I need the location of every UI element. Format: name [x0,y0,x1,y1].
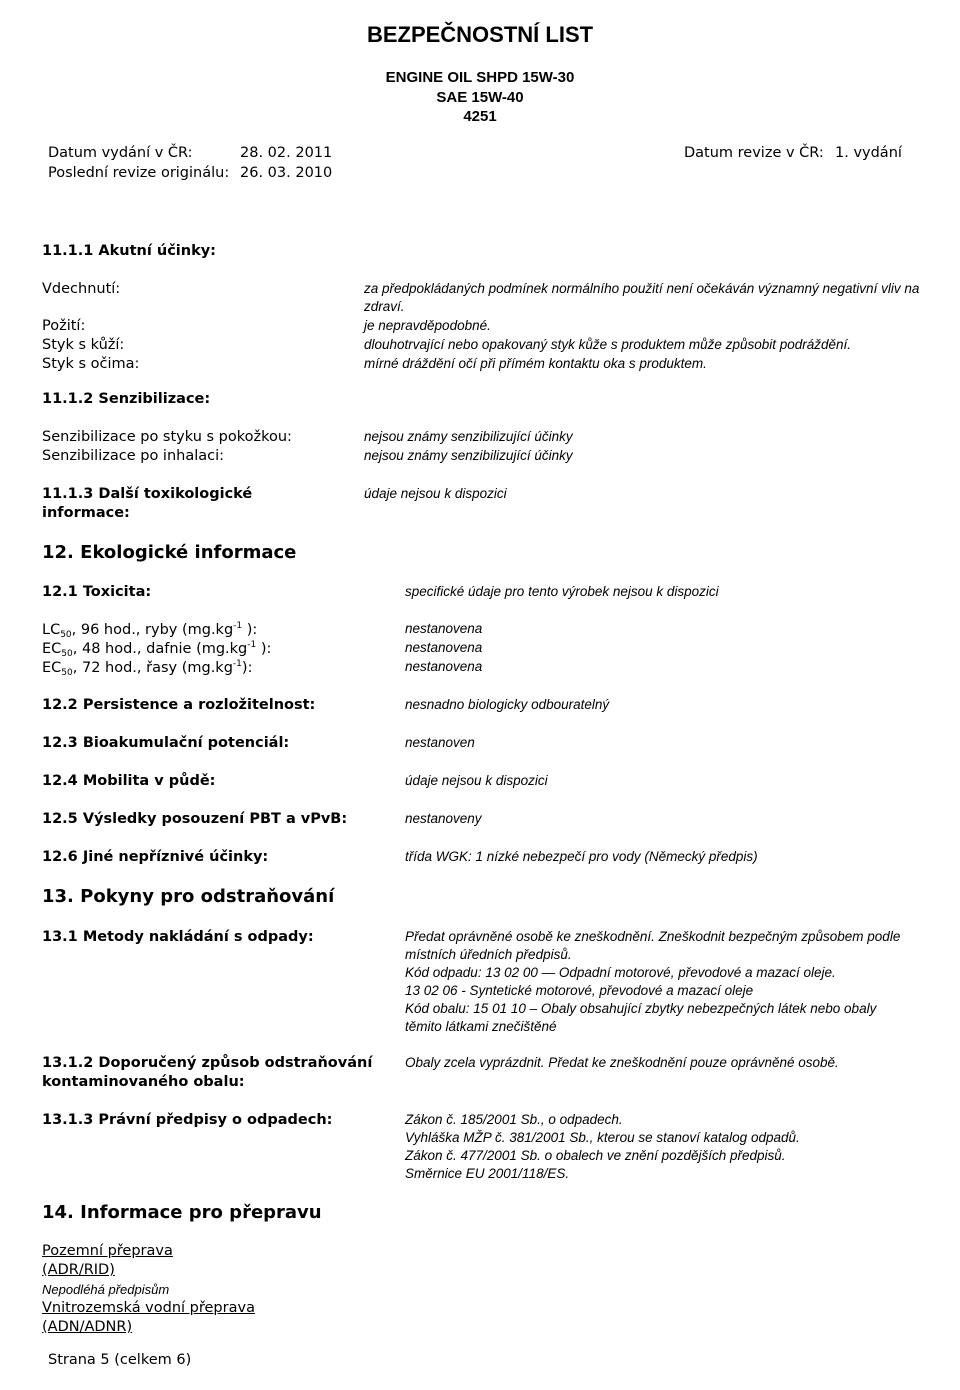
eye-contact-label: Styk s očima: [42,356,140,372]
page-number: Strana 5 (celkem 6) [48,1352,192,1368]
waste-law-line: Vyhláška MŽP č. 381/2001 Sb., kterou se stanoví katalog odpadů. [405,1130,800,1145]
ec50-algae-value: nestanovena [405,659,483,674]
waste-law-line: Zákon č. 185/2001 Sb., o odpadech. [405,1112,623,1127]
inhalation-value: za předpokládaných podmínek normálního použití není očekáván významný negativní vliv na [364,281,920,296]
revision-label: Datum revize v ČR: [684,145,824,161]
product-name: ENGINE OIL SHPD 15W-30 [385,69,575,86]
original-revision-value: 26. 03. 2010 [240,165,333,181]
waste-methods-line: těmito látkami znečištěné [405,1019,557,1034]
product-code: 4251 [463,108,497,125]
waste-methods-line: 13 02 06 - Syntetické motorové, převodové a mazací oleje [405,983,754,998]
revision-value: 1. vydání [835,145,902,161]
bioaccumulation-value: nestanoven [405,735,475,750]
inland-waterway-code: (ADN/ADNR) [42,1319,133,1335]
section-14-heading: 14. Informace pro přepravu [42,1202,322,1223]
ingestion-value: je nepravděpodobné. [364,318,491,333]
inhalation-sensitization-label: Senzibilizace po inhalaci: [42,448,225,464]
acute-effects-heading: 11.1.1 Akutní účinky: [42,243,216,259]
ec50-algae-label: $EC_{50}$, 72 hod., řasy $(mg.kg^{-1})$: [42,659,253,678]
waste-methods-label: 13.1 Metody nakládání s odpady: [42,929,314,945]
waste-law-label: 13.1.3 Právní předpisy o odpadech: [42,1112,333,1128]
inhalation-sensitization-value: nejsou známy senzibilizující účinky [364,448,573,463]
document-title: BEZPEČNOSTNÍ LIST [366,22,594,47]
skin-contact-value: dlouhotrvající nebo opakovaný styk kůže s produktem může způsobit podráždění. [364,337,852,352]
inhalation-label: Vdechnutí: [42,281,121,297]
waste-law-line: Zákon č. 477/2001 Sb. o obalech ve znění pozdějších předpisů. [405,1148,786,1163]
eye-contact-value: mírné dráždění očí při přímém kontaktu oka s produktem. [364,356,707,371]
other-tox-value: údaje nejsou k dispozici [364,486,507,501]
packaging-disposal-value: Obaly zcela vyprázdnit. Předat ke zneškodnění pouze oprávněné osobě. [405,1055,839,1070]
inland-waterway-label: Vnitrozemská vodní přeprava [42,1300,255,1316]
section-12-heading: 12. Ekologické informace [42,542,297,563]
road-transport-label: Pozemní přeprava [42,1243,173,1259]
section-13-heading: 13. Pokyny pro odstraňování [42,886,335,907]
waste-law-line: Směrnice EU 2001/118/ES. [405,1166,570,1181]
ec50-daphnia-value: nestanovena [405,640,483,655]
waste-methods-line: místních úředních předpisů. [405,947,572,962]
mobility-value: údaje nejsou k dispozici [405,773,548,788]
pbt-label: 12.5 Výsledky posouzení PBT a vPvB: [42,811,348,827]
packaging-disposal-label: 13.1.2 Doporučený způsob odstraňování [42,1055,373,1071]
packaging-disposal-label-cont: kontaminovaného obalu: [42,1074,245,1090]
skin-sensitization-value: nejsou známy senzibilizující účinky [364,429,573,444]
skin-contact-label: Styk s kůží: [42,337,125,353]
other-tox-heading-cont: informace: [42,505,130,521]
lc50-label: $LC_{50}$, 96 hod., ryby ($mg.kg^{-1}$ ): [42,621,258,640]
lc50-value: nestanovena [405,621,483,636]
original-revision-label: Poslední revize originálu: [48,165,230,181]
bioaccumulation-label: 12.3 Bioakumulační potenciál: [42,735,290,751]
other-tox-heading: 11.1.3 Další toxikologické [42,486,253,502]
mobility-label: 12.4 Mobilita v půdě: [42,773,216,789]
other-effects-value: třída WGK: 1 nízké nebezpečí pro vody (Německý předpis) [405,849,758,864]
toxicity-label: 12.1 Toxicita: [42,584,152,600]
not-regulated-note: Nepodléhá předpisům [42,1282,170,1297]
waste-methods-line: Předat oprávněné osobě ke zneškodnění. Zneškodnit bezpečným způsobem podle [405,929,901,944]
issue-date-value: 28. 02. 2011 [240,145,333,161]
persistence-value: nesnadno biologicky odbouratelný [405,697,610,712]
skin-sensitization-label: Senzibilizace po styku s pokožkou: [42,429,292,445]
pbt-value: nestanoveny [405,811,482,826]
toxicity-value: specifické údaje pro tento výrobek nejsou k dispozici [405,584,719,599]
road-transport-code: (ADR/RID) [42,1262,115,1278]
issue-date-label: Datum vydání v ČR: [48,145,193,161]
waste-methods-line: Kód odpadu: 13 02 00 — Odpadní motorové, převodové a mazací oleje. [405,965,836,980]
ingestion-label: Požití: [42,318,86,334]
ec50-daphnia-label: $EC_{50}$, 48 hod., dafnie ($mg.kg^{-1}$ ): [42,640,272,659]
other-effects-label: 12.6 Jiné nepříznivé účinky: [42,849,269,865]
inhalation-value-cont: zdraví. [364,299,405,314]
product-grade: SAE 15W-40 [436,89,524,106]
waste-methods-line: Kód obalu: 15 01 10 – Obaly obsahující zbytky nebezpečných látek nebo obaly [405,1001,877,1016]
persistence-label: 12.2 Persistence a rozložitelnost: [42,697,316,713]
sensitization-heading: 11.1.2 Senzibilizace: [42,391,211,407]
